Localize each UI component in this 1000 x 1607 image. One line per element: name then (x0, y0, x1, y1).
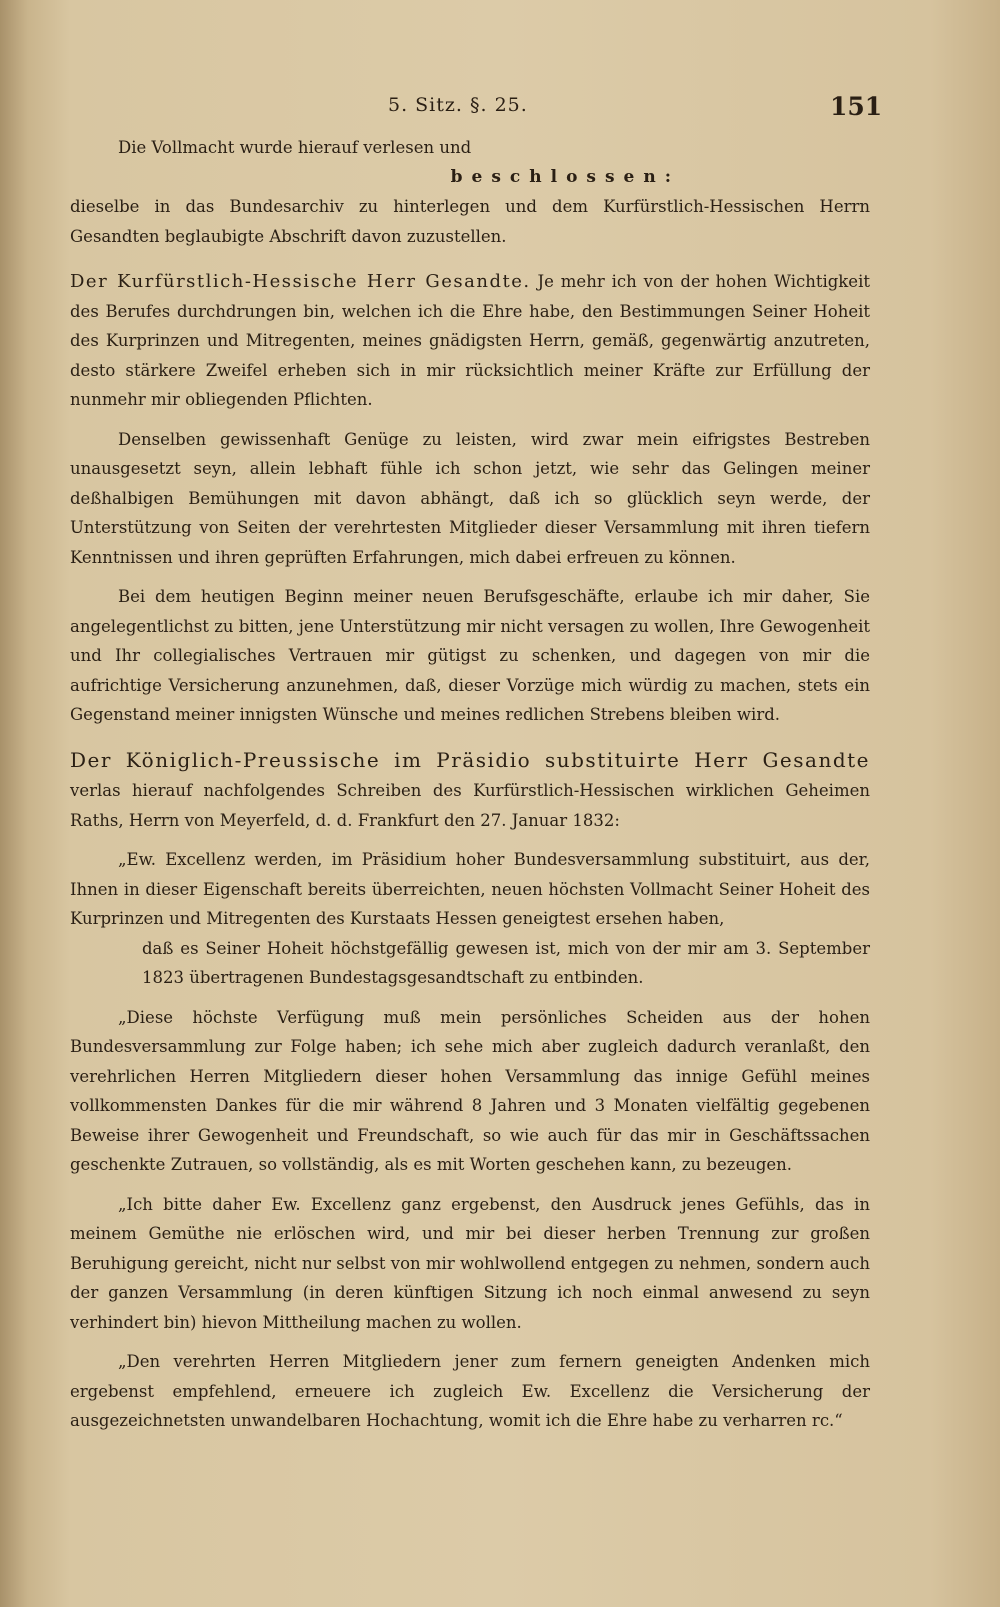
page-number: 151 (830, 92, 883, 121)
prussia-text: verlas hierauf nachfolgendes Schreiben des Kurfürstlich-Hessischen wirklichen Geheimen Raths, Herrn von Meyerfeld, d. d. Frankfurt den 27. Januar 1832: (70, 781, 870, 830)
page-header (0, 92, 1000, 132)
letter-paragraph-2: „Diese höchste Verfügung muß mein persönliches Scheiden aus der hohen Bundesversammlung zur Folge haben; ich sehe mich aber zugleich dadurch veranlaßt, den verehrlichen Herren Mitgliedern dieser hohen Versammlung das innige Gefühl meines vollkommensten Dankes für die mir während 8 Jahren und 3 Monaten vielfältig gegebenen Beweise ihrer Gewogenheit und Freundschaft, so wie auch für das mir in Geschäftssachen geschenkte Zutrauen, so vollständig, als es mit Worten geschehen kann, zu bezeugen. (70, 1007, 870, 1174)
speaker-kurhessen: Der Kurfürstlich-Hessische Herr Gesandte. (70, 271, 531, 292)
running-head: 5. Sitz. §. 25. (388, 94, 528, 116)
paragraph-speech-1 (70, 267, 870, 415)
letter-paragraph-3: „Ich bitte daher Ew. Excellenz ganz ergebenst, den Ausdruck jenes Gefühls, das in meinem Gemüthe nie erlöschen wird, und mir bei dieser herben Trennung zur großen Beruhigung gereicht, nicht nur selbst von mir wohlwollend entgegen zu nehmen, sondern auch der ganzen Versammlung (in deren künftigen Sitzung ich noch einmal anwesend zu seyn verhindert bin) hievon Mittheilung machen zu wollen. (70, 1194, 870, 1332)
speaker-prussia: Der Königlich-Preussische im Präsidio substituirte Herr Gesandte (70, 747, 870, 772)
body-text (70, 133, 870, 1436)
letter-paragraph-1: „Ew. Excellenz werden, im Präsidium hoher Bundesversammlung substituirt, aus der, Ihnen in dieser Eigenschaft bereits überreichten, neuen höchsten Vollmacht Seiner Hoheit des Kurprinzen und Mitregenten des Kurstaats Hessen geneigtest ersehen haben, (70, 850, 870, 928)
paragraph-speech-3: Bei dem heutigen Beginn meiner neuen Berufsgeschäfte, erlaube ich mir daher, Sie angelegentlichst zu bitten, jene Unterstützung mir nicht versagen zu wollen, Ihre Gewogenheit und Ihr collegialisches Vertrauen mir gütigst zu schenken, und dagegen von mir die aufrichtige Versicherung anzunehmen, daß, dieser Vorzüge mich würdig zu machen, stets ein Gegenstand meiner innigsten Wünsche und meines redlichen Strebens bleiben wird. (70, 587, 870, 724)
paragraph-prussia (70, 746, 870, 836)
resolved-heading: beschlossen: (450, 166, 680, 187)
speech-text-1: Je mehr ich von der hohen Wichtigkeit des Berufes durchdrungen bin, welchen ich die Ehre habe, den Bestimmungen Seiner Hoheit des Kurprinzen und Mitregenten, meines gnädigsten Herrn, gemäß, gegenwärtig anzutreten, desto stärkere Zweifel erheben sich in mir rücksichtlich meiner Kräfte zur Erfüllung der nunmehr mir obliegenden Pflichten. (70, 272, 870, 409)
letter-paragraph-4: „Den verehrten Herren Mitgliedern jener zum fernern geneigten Andenken mich ergebenst empfehlend, erneuere ich zugleich Ew. Excellenz die Versicherung der ausgezeichnetsten unwandelbaren Hochachtung, womit ich die Ehre habe zu verharren rc.“ (70, 1352, 870, 1430)
letter-paragraph-1b: daß es Seiner Hoheit höchstgefällig gewesen ist, mich von der mir am 3. September 1823 übertragenen Bundestagsgesandtschaft zu entbinden. (142, 938, 870, 987)
paragraph-speech-2: Denselben gewissenhaft Genüge zu leisten, wird zwar mein eifrigstes Bestreben unausgesetzt seyn, allein lebhaft fühle ich schon jetzt, wie sehr das Gelingen meiner deßhalbigen Bemühungen mit davon abhängt, daß ich so glücklich seyn werde, der Unterstützung von Seiten der verehrtesten Mitglieder dieser Versammlung mit ihren tiefern Kenntnissen und ihren geprüften Erfahrungen, mich dabei erfreuen zu können. (70, 429, 870, 567)
paragraph-resolution: dieselbe in das Bundesarchiv zu hinterlegen und dem Kurfürstlich-Hessischen Herrn Gesandten beglaubigte Abschrift davon zuzustellen. (70, 197, 870, 246)
paragraph-vollmacht: Die Vollmacht wurde hierauf verlesen und (118, 138, 472, 157)
